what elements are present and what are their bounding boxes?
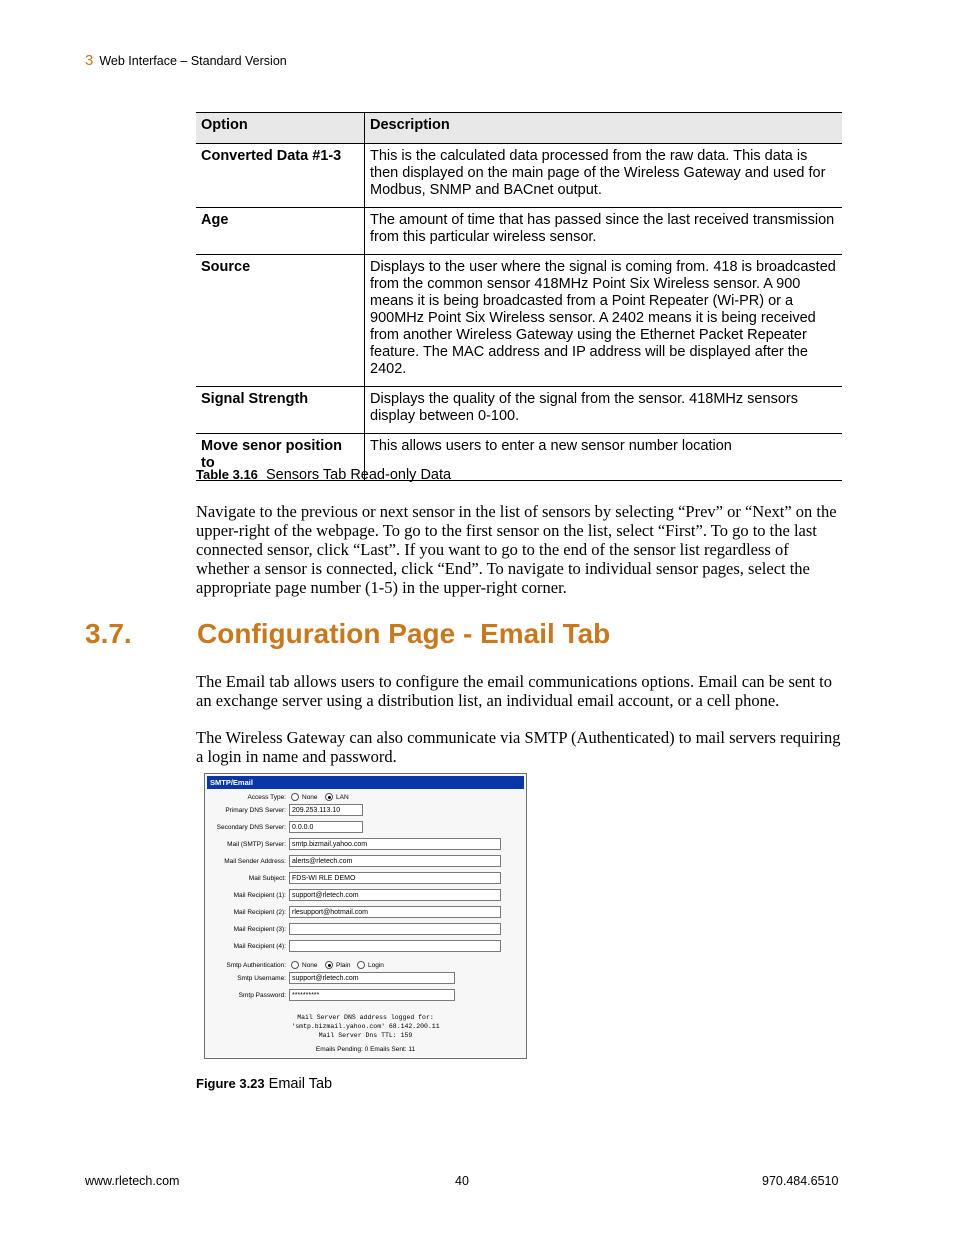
figure-caption-label: Figure 3.23 [196,1076,265,1091]
recipient-3-input[interactable] [289,923,501,935]
recipient-4-label: Mail Recipient (4): [233,943,286,950]
description-cell: Displays the quality of the signal from the sensor. 418MHz sensors display between 0-100. [365,387,843,434]
password-row [205,989,526,1003]
auth-plain-label: Plain [336,962,351,969]
username-input[interactable]: support@rletech.com [289,972,455,984]
nav-paragraph: Navigate to the previous or next sensor in the list of sensors by selecting “Prev” or “Next” on the upper-right of the webpage. To go to the first sensor on the list, select “First”. To go to the last connected sensor, click “Last”. If you want to go to the end of the sensor list regardless of whether a sensor is connected, click “End”. To navigate to individual sensor pages, select the appropriate page number (1-5) in the upper-right corner. [196,502,837,597]
sender-row [205,855,526,869]
email-tab-screenshot [204,773,527,1059]
mail-server-label: Mail (SMTP) Server: [227,841,286,848]
section-heading [85,618,610,650]
recipient-1-row [205,889,526,903]
auth-plain-radio[interactable] [325,961,333,969]
figure-caption [196,1076,332,1092]
access-type-row [205,791,526,805]
dns-log-line-1: Mail Server DNS address logged for: [297,1014,434,1021]
dns-log-line-2: 'smtp.bizmail.yahoo.com' 68.142.200.11 [291,1023,440,1030]
dns-log-line-3: Mail Server Dns TTL: 159 [318,1032,413,1039]
auth-login-radio[interactable] [357,961,365,969]
password-label: Smtp Password: [238,992,286,999]
email-paragraph-1: The Email tab allows users to configure the email communications options. Email can be sent to an exchange server using a distribution list, an individual email account, or a cell phone. [196,672,833,710]
footer-page-number: 40 [455,1174,469,1188]
figure-caption-text: Email Tab [268,1076,333,1092]
description-cell: This is the calculated data processed from the raw data. This data is then displayed on the main page of the Wireless Gateway and used for Modbus, SNMP and BACnet output. [365,144,843,208]
table-row [196,144,842,208]
table-caption [196,467,451,483]
access-lan-radio[interactable] [325,793,333,801]
access-type-label: Access Type: [247,794,286,801]
username-label: Smtp Username: [237,975,286,982]
table-row [196,387,842,434]
option-cell: Converted Data #1-3 [196,144,365,208]
col-header-description: Description [365,113,843,144]
emails-status: Emails Pending: 0 Emails Sent: 11 [315,1046,416,1053]
section-title: Configuration Page - Email Tab [197,618,611,649]
recipient-3-row [205,923,526,937]
table-caption-label: Table 3.16 [196,467,258,482]
auth-none-radio[interactable] [291,961,299,969]
recipient-2-label: Mail Recipient (2): [233,909,286,916]
option-cell: Source [196,255,365,387]
subject-input[interactable]: FDS-WI RLE DEMO [289,872,501,884]
access-lan-label: LAN [336,794,349,801]
sender-input[interactable]: alerts@rletech.com [289,855,501,867]
recipient-2-input[interactable]: rlesupport@hotmail.com [289,906,501,918]
primary-dns-row [205,804,526,818]
option-cell: Signal Strength [196,387,365,434]
recipient-2-row [205,906,526,920]
chapter-title: Web Interface – Standard Version [99,54,287,68]
primary-dns-input[interactable]: 209.253.113.10 [289,804,363,816]
table-row [196,208,842,255]
table-header-row [196,113,842,144]
footer-phone: 970.484.6510 [762,1174,839,1188]
sensor-readonly-table [196,112,842,481]
section-number: 3.7. [85,618,132,649]
recipient-1-label: Mail Recipient (1): [233,892,286,899]
description-cell: The amount of time that has passed since the last received transmission from this particular wireless sensor. [365,208,843,255]
subject-label: Mail Subject: [248,875,286,882]
secondary-dns-row [205,821,526,835]
description-cell: Displays to the user where the signal is coming from. 418 is broadcasted from the common sensor 418MHz Point Six Wireless sensor. A 900 means it is being broadcasted from a Point Repeater (Wi-PR) or a 900MHz Point Six Wireless sensor. A 2402 means it is being received from another Wireless Gateway using the Ethernet Packet Repeater feature. The MAC address and IP address will be displayed after the 2402. [365,255,843,387]
smtp-title-bar: SMTP/Email [207,776,524,789]
running-header [85,52,287,69]
option-cell: Move senor position to [196,434,365,481]
secondary-dns-label: Secondary DNS Server: [216,824,286,831]
description-cell: This allows users to enter a new sensor number location [365,434,843,481]
primary-dns-label: Primary DNS Server: [225,807,286,814]
footer-website: www.rletech.com [85,1174,180,1188]
auth-login-label: Login [368,962,384,969]
mail-server-input[interactable]: smtp.bizmail.yahoo.com [289,838,501,850]
option-cell: Age [196,208,365,255]
chapter-number: 3 [85,52,94,69]
mail-server-row [205,838,526,852]
username-row [205,972,526,986]
auth-none-label: None [302,962,318,969]
auth-label: Smtp Authentication: [226,962,286,969]
secondary-dns-input[interactable]: 0.0.0.0 [289,821,363,833]
email-paragraph-2: The Wireless Gateway can also communicate via SMTP (Authenticated) to mail servers requiring a login in name and password. [196,728,841,766]
auth-row [205,959,526,973]
recipient-3-label: Mail Recipient (3): [233,926,286,933]
password-input[interactable]: ********** [289,989,455,1001]
table-row [196,255,842,387]
col-header-option: Option [196,113,365,144]
subject-row [205,872,526,886]
table-caption-text: Sensors Tab Read-only Data [265,467,452,483]
sender-label: Mail Sender Address: [224,858,286,865]
recipient-4-input[interactable] [289,940,501,952]
recipient-1-input[interactable]: support@rletech.com [289,889,501,901]
recipient-4-row [205,940,526,954]
access-none-label: None [302,794,318,801]
access-none-radio[interactable] [291,793,299,801]
